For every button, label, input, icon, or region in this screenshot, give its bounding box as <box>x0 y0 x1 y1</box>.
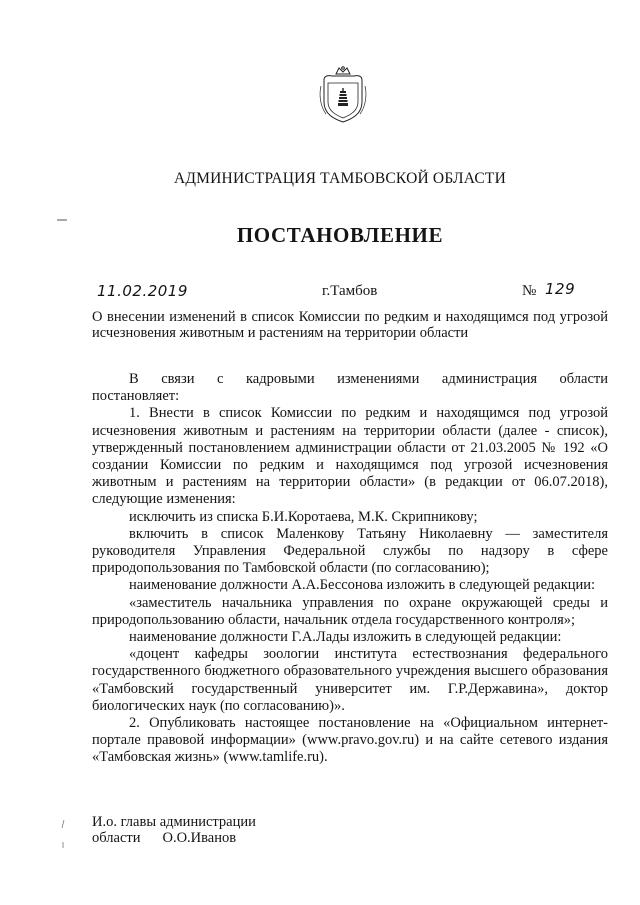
organization-name: АДМИНИСТРАЦИЯ ТАМБОВСКОЙ ОБЛАСТИ <box>174 170 506 187</box>
scan-mark-icon <box>57 218 67 222</box>
intro-paragraph: В связи с кадровыми изменениями администрация области <box>129 371 608 387</box>
document-subject: О внесении изменений в список Комиссии по редким и находящимся под угрозой исчезновения животным и растениям на территории области <box>92 309 608 341</box>
coat-of-arms-icon <box>318 64 368 124</box>
document-number: 129 <box>545 280 576 298</box>
body-paragraph: 1. Внести в список Комиссии по редким и находящимся под угрозой исчезновения животным и растениям на территории области (далее - список), утвержденный постановлением администрации области от 21.03.2005 № 192 «О создании Комиссии по редким и находящимся под угрозой исчезновения животным и растениям на территории области» (в редакции от 06.07.2018), следующие изменения: <box>92 405 608 508</box>
body-paragraph: «заместитель начальника управления по охране окружающей среды и природопользованию области, начальник отдела государственного контроля»; <box>92 594 608 628</box>
document-number-label: № <box>522 283 537 299</box>
body-paragraph: «доцент кафедры зоологии института естествознания федерального государственного бюджетного образовательного учреждения высшего образования «Тамбовский государственный университет им. Г.Р.Державина», доктор биологических наук (по согласованию)». <box>92 646 608 714</box>
document-city: г.Тамбов <box>322 283 378 299</box>
intro-resolution-word: постановляет: <box>92 388 180 405</box>
body-paragraph: наименование должности Г.А.Лады изложить в следующей редакции: <box>129 629 562 646</box>
document-type-title: ПОСТАНОВЛЕНИЕ <box>236 223 444 247</box>
body-paragraph: включить в список Маленкову Татьяну Николаевну — заместителя руководителя Управления Федеральной службы по надзору в сфере природопользования по Тамбовской области (по согласованию); <box>92 525 608 577</box>
signatory-title-cont: области <box>92 830 141 846</box>
signatory-title: И.о. главы администрации <box>92 814 256 830</box>
document-date: 11.02.2019 <box>97 282 188 300</box>
signature-block <box>92 814 256 846</box>
body-paragraph: 2. Опубликовать настоящее постановление на «Официальном интернет-портале правовой информации» (www.pravo.gov.ru) и на сайте сетевого издания «Тамбовская жизнь» (www.tamlife.ru). <box>92 715 608 766</box>
body-paragraph: наименование должности А.А.Бессонова изложить в следующей редакции: <box>129 577 596 594</box>
scan-mark-icon <box>60 820 68 850</box>
body-paragraph: исключить из списка Б.И.Коротаева, М.К. Скрипникову; <box>129 508 478 525</box>
document-body <box>92 371 608 767</box>
signatory-name: О.О.Иванов <box>162 830 237 846</box>
